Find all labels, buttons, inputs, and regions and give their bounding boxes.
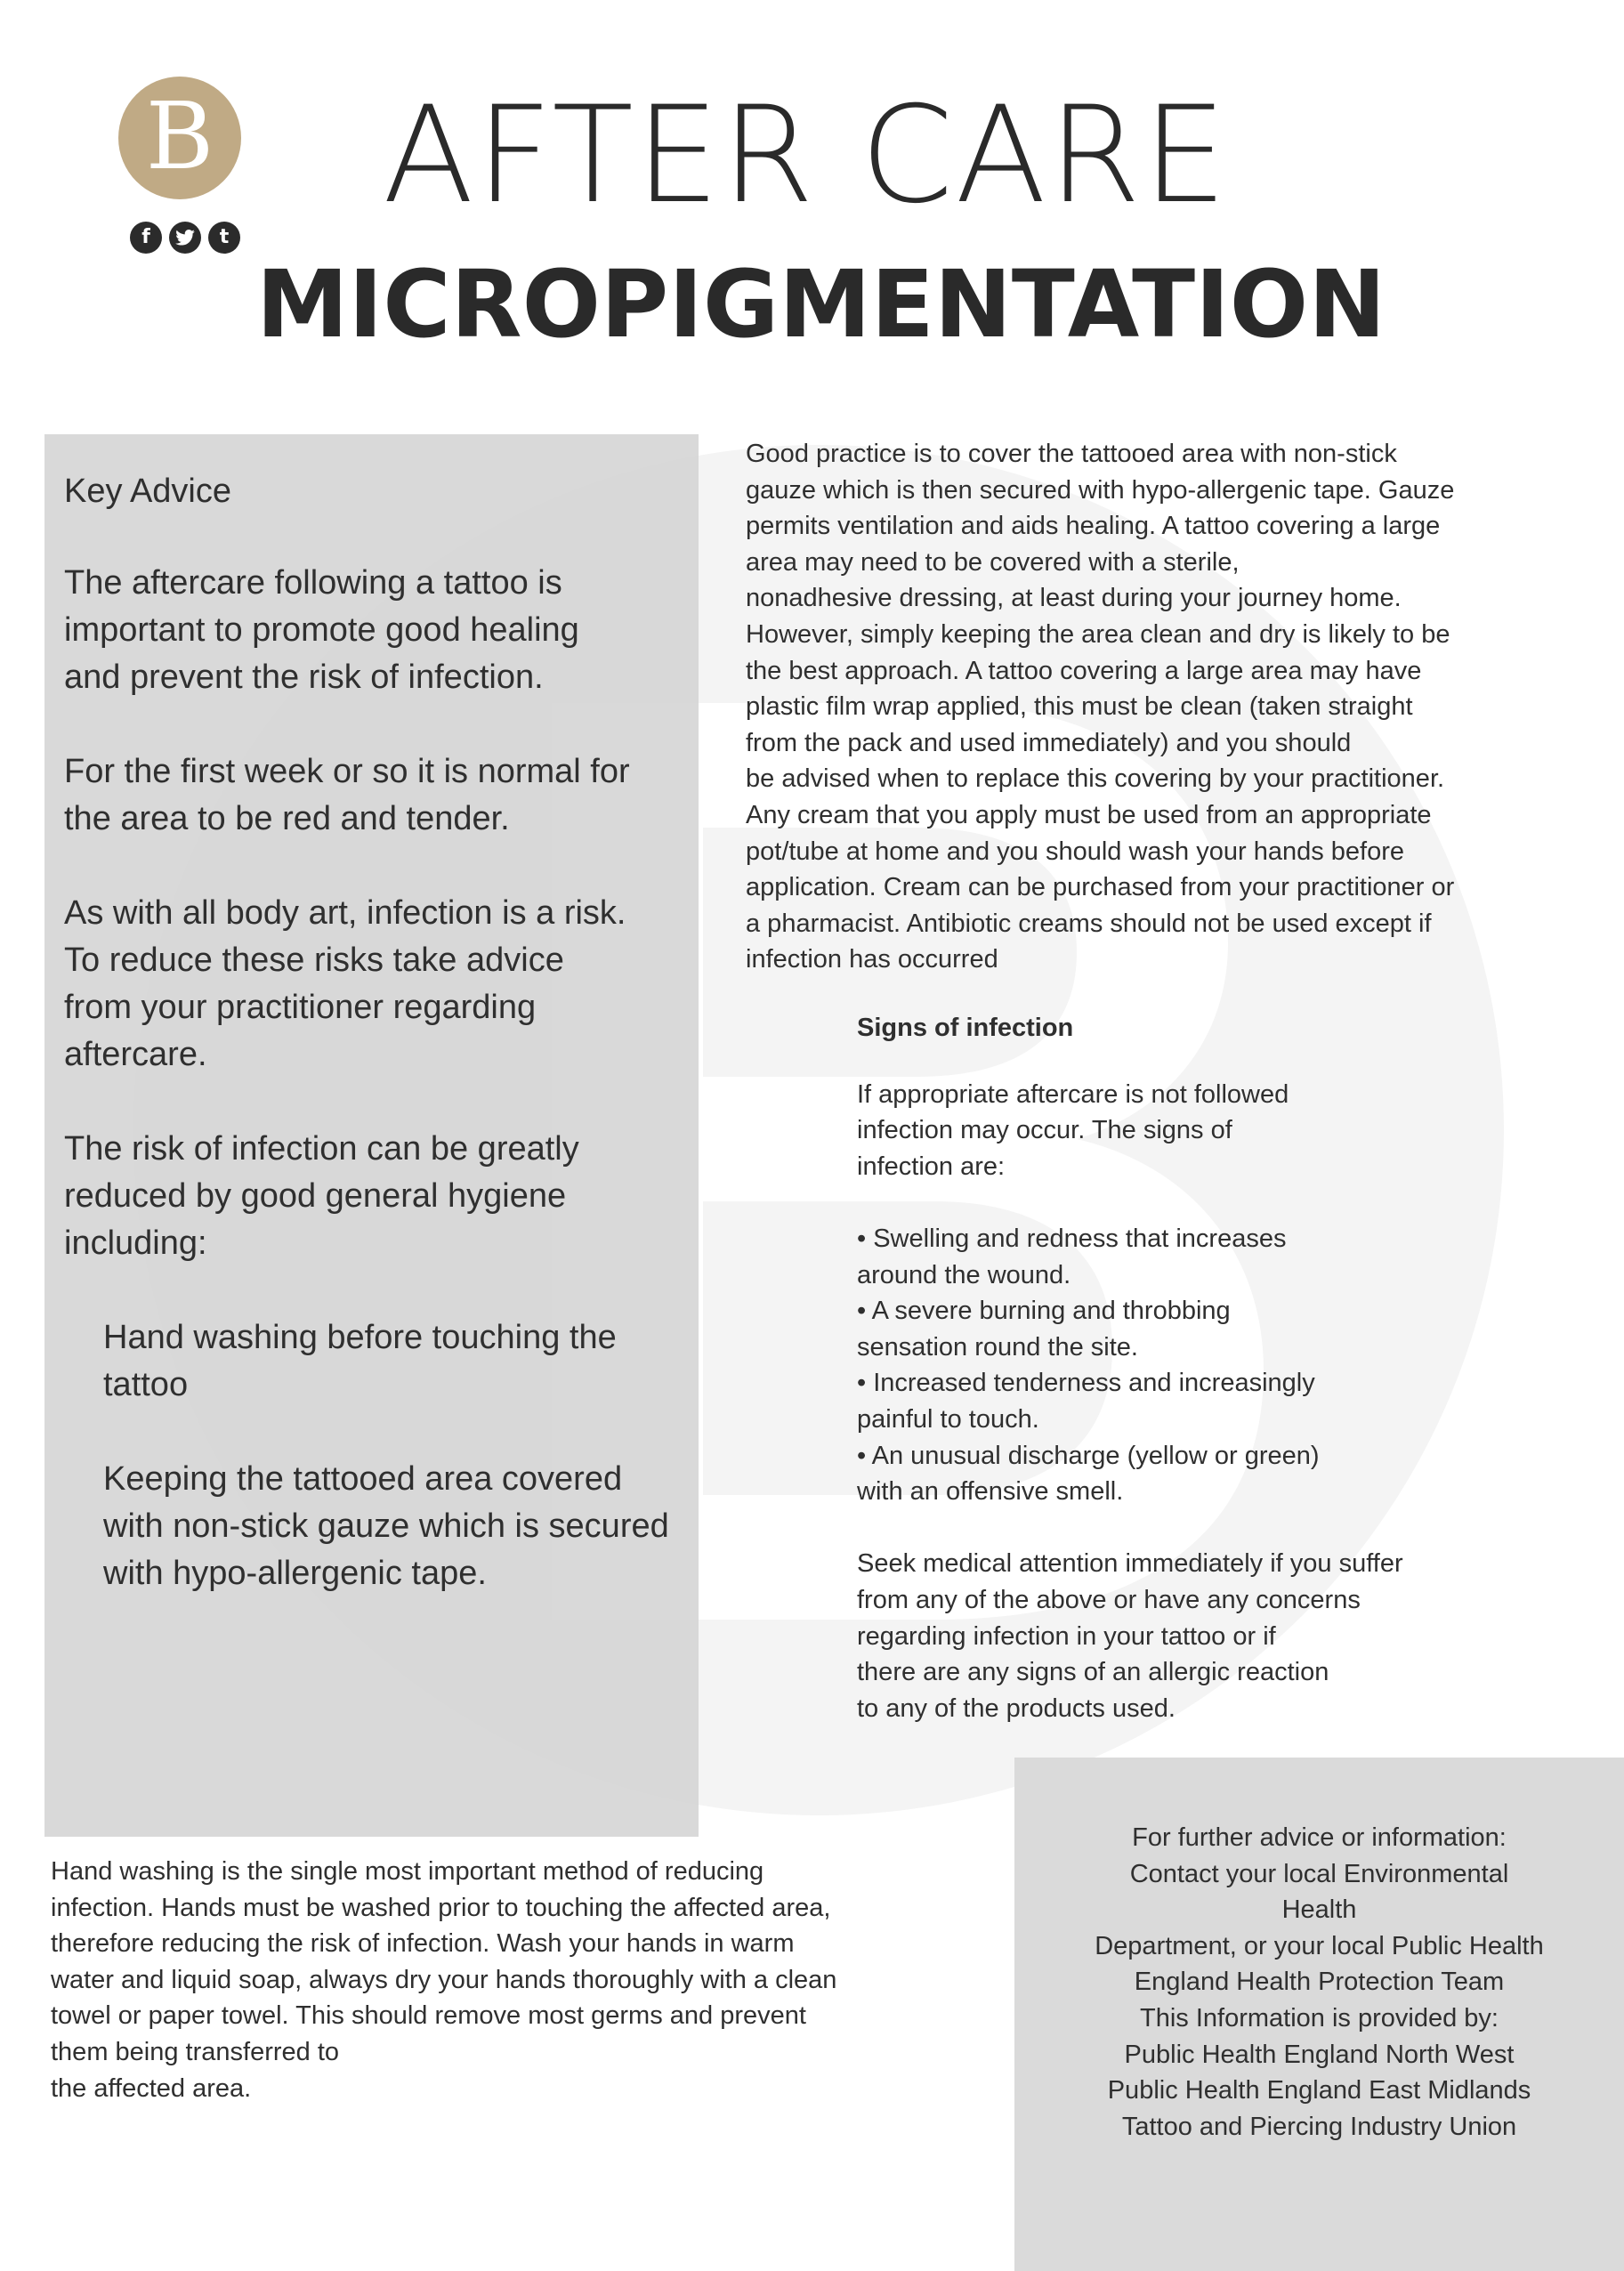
logo-letter: B: [145, 82, 214, 190]
text-line: However, simply keeping the area clean and dry is likely to be: [746, 619, 1450, 649]
text-line: therefore reducing the risk of infection. Wash your hands in warm: [51, 1929, 795, 1959]
text-line: nonadhesive dressing, at least during your journey home.: [746, 584, 1402, 613]
symptom-line: sensation round the site.: [857, 1332, 1138, 1362]
title-micropigmentation: MICROPIGMENTATION: [256, 250, 1386, 359]
symptom-line: with an offensive smell.: [857, 1477, 1124, 1507]
further-info-box: [1014, 1758, 1624, 2271]
info-line: Health: [1281, 1895, 1357, 1925]
text-line: plastic film wrap applied, this must be clean (taken straight: [746, 692, 1413, 722]
title-after-care: AFTER CARE: [383, 78, 1229, 233]
symptom-line: around the wound.: [857, 1260, 1071, 1289]
covering-guidance: [746, 436, 1569, 978]
text-line: gauze which is then secured with hypo-allergenic tape. Gauze: [746, 475, 1455, 505]
social-links: [130, 222, 240, 254]
info-line: Public Health England North West: [1124, 2040, 1515, 2069]
text-line: regarding infection in your tattoo or if: [857, 1621, 1276, 1651]
text-line: area may need to be covered with a sterile,: [746, 547, 1240, 577]
info-line: Public Health England East Midlands: [1107, 2076, 1531, 2105]
spacer: [857, 1510, 1498, 1547]
info-line: This Information is provided by:: [1140, 2003, 1499, 2033]
text-line: to any of the products used.: [857, 1693, 1176, 1723]
text-line: Seek medical attention immediately if you suffer: [857, 1549, 1403, 1579]
text-line: infection are:: [857, 1152, 1006, 1181]
key-advice-panel: [44, 434, 699, 1837]
info-line: England Health Protection Team: [1134, 1968, 1505, 1997]
text-line: Any cream that you apply must be used from an appropriate: [746, 800, 1432, 829]
info-line: Contact your local Environmental: [1129, 1859, 1509, 1888]
text-line: them being transferred to: [51, 2037, 340, 2066]
spacer: [857, 1184, 1498, 1221]
advice-paragraph: The risk of infection can be greatly reduced by good general hygiene including:: [64, 1130, 579, 1263]
text-line: towel or paper towel. This should remove most germs and prevent: [51, 2001, 806, 2031]
text-line: water and liquid soap, always dry your hands thoroughly with a clean: [51, 1965, 837, 1994]
hygiene-item: Hand washing before touching the tattoo: [103, 1319, 617, 1404]
symptom-line: • Swelling and redness that increases: [857, 1224, 1287, 1253]
tumblr-icon[interactable]: t: [208, 222, 240, 254]
text-line: Good practice is to cover the tattooed area with non-stick: [746, 440, 1397, 468]
twitter-bird-glyph: [175, 230, 195, 246]
text-line: application. Cream can be purchased from your practitioner or: [746, 873, 1455, 902]
hygiene-item: Keeping the tattooed area covered with non-stick gauze which is secured with hypo-allergenic tape.: [103, 1460, 669, 1593]
text-line: If appropriate aftercare is not followed: [857, 1079, 1289, 1109]
text-line: infection has occurred: [746, 945, 998, 974]
text-line: from any of the above or have any concerns: [857, 1585, 1361, 1614]
key-advice-heading: Key Advice: [64, 473, 231, 510]
symptom-line: • A severe burning and throbbing: [857, 1297, 1231, 1326]
text-line: there are any signs of an allergic reaction: [857, 1658, 1329, 1687]
advice-paragraph: The aftercare following a tattoo is important to promote good healing and prevent the risk of infection.: [64, 564, 579, 697]
text-line: Hand washing is the single most important method of reducing: [51, 1857, 764, 1886]
signs-of-infection: [857, 1010, 1498, 1726]
facebook-icon[interactable]: f: [130, 222, 162, 254]
hand-washing-text: [51, 1854, 976, 2106]
brand-logo: [118, 77, 241, 199]
twitter-icon[interactable]: [169, 222, 201, 254]
text-line: infection. Hands must be washed prior to touching the affected area,: [51, 1893, 831, 1922]
text-line: the best approach. A tattoo covering a large area may have: [746, 656, 1422, 685]
symptom-line: • An unusual discharge (yellow or green): [857, 1441, 1320, 1470]
text-line: infection may occur. The signs of: [857, 1116, 1232, 1145]
text-line: be advised when to replace this covering by your practitioner.: [746, 764, 1445, 794]
text-line: the affected area.: [51, 2073, 252, 2103]
info-line: For further advice or information:: [1132, 1823, 1507, 1852]
signs-heading: Signs of infection: [857, 1014, 1074, 1042]
info-line: Tattoo and Piercing Industry Union: [1121, 2112, 1517, 2141]
text-line: pot/tube at home and you should wash your hands before: [746, 836, 1405, 866]
symptom-line: painful to touch.: [857, 1404, 1039, 1434]
advice-paragraph: For the first week or so it is normal for the area to be red and tender.: [64, 753, 630, 838]
symptom-line: • Increased tenderness and increasingly: [857, 1369, 1315, 1398]
text-line: a pharmacist. Antibiotic creams should not be used except if: [746, 909, 1432, 938]
text-line: from the pack and used immediately) and you should: [746, 728, 1352, 757]
advice-paragraph: As with all body art, infection is a risk. To reduce these risks take advice from your practitioner regarding aftercare.: [64, 894, 626, 1074]
text-line: permits ventilation and aids healing. A tattoo covering a large: [746, 512, 1441, 541]
info-line: Department, or your local Public Health: [1095, 1931, 1544, 1960]
